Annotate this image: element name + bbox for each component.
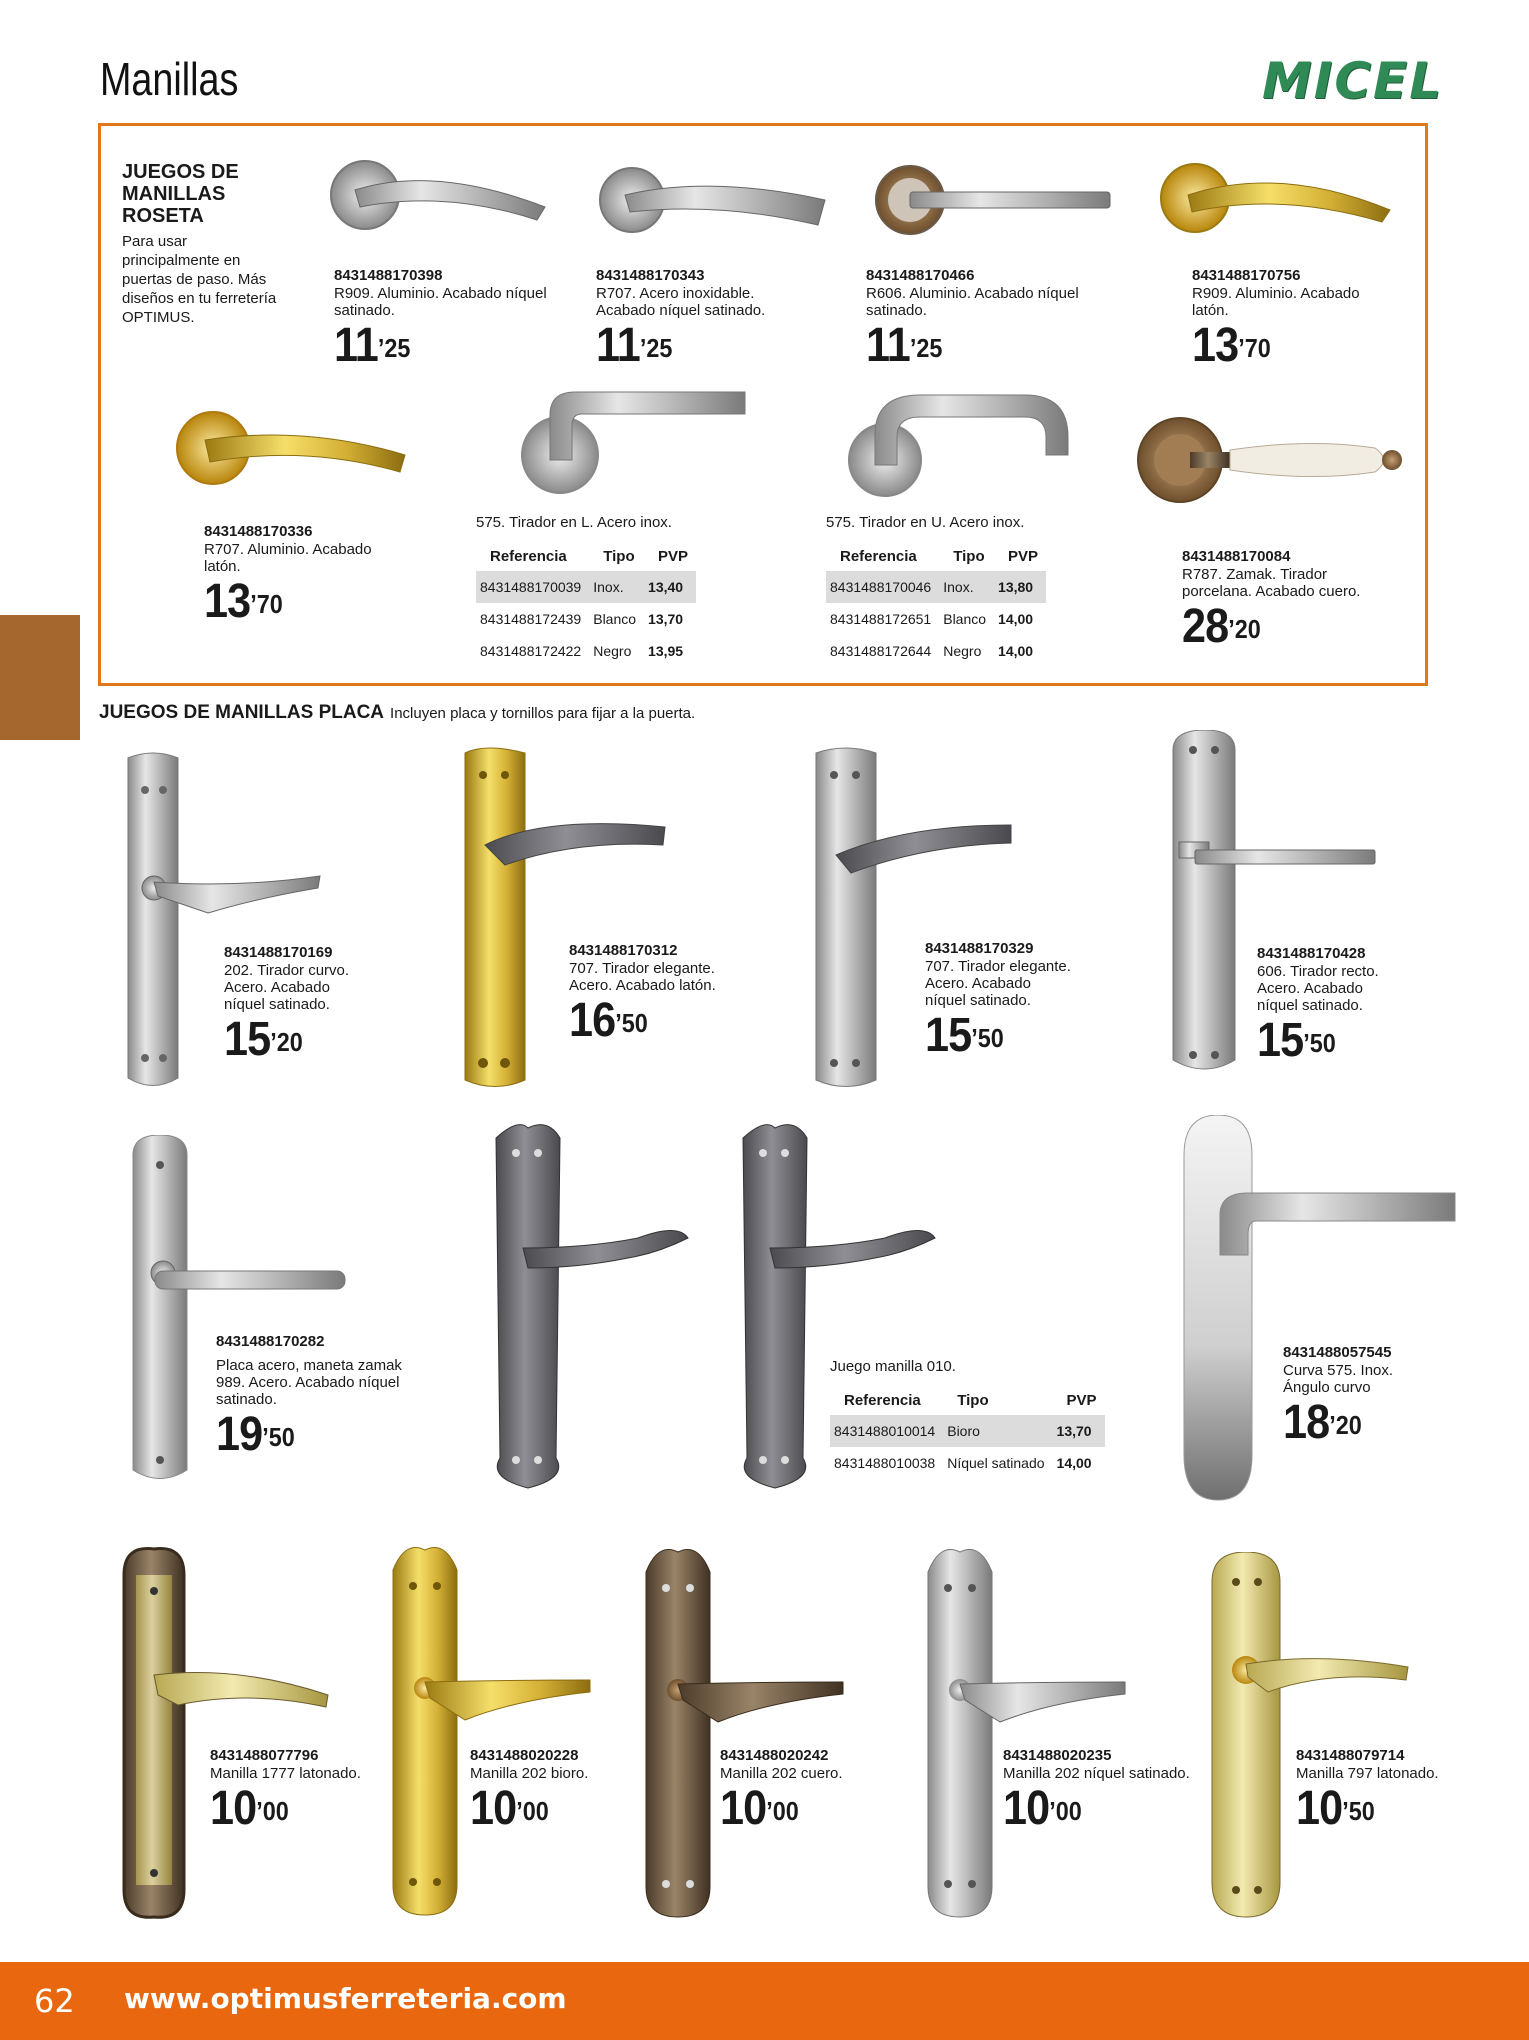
product-ref: 8431488170312 <box>569 942 678 959</box>
product <box>204 523 394 627</box>
product-ref: 8431488020242 <box>720 1747 829 1764</box>
product-ref: 8431488170336 <box>204 523 313 540</box>
section-tab <box>0 615 80 740</box>
product-price: $19^{’50}$ <box>216 1408 295 1461</box>
product <box>1296 1747 1476 1834</box>
column-header: Referencia <box>490 548 567 565</box>
column-header: Tipo <box>953 548 985 565</box>
product-price: $16^{’50}$ <box>569 994 648 1047</box>
plate-handle-image <box>920 1542 1135 1922</box>
column-header: Tipo <box>957 1392 989 1409</box>
product-price: $11^{’25}$ <box>334 319 411 372</box>
product-ref: 8431488170084 <box>1182 548 1291 565</box>
cell-ref: 8431488010014 <box>830 1415 943 1447</box>
product-price: $10^{’00}$ <box>720 1782 799 1835</box>
page-title: Manillas <box>100 53 239 105</box>
product <box>1257 945 1407 1066</box>
plate-handle-image <box>488 1118 698 1498</box>
product <box>569 942 719 1046</box>
product-price: $15^{’50}$ <box>1257 1014 1336 1067</box>
cell-type: Negro <box>593 643 632 659</box>
product-ref: 8431488170169 <box>224 944 333 961</box>
cell-price: 13,70 <box>1053 1415 1105 1447</box>
product-desc: Manilla 1777 latonado. <box>210 1765 361 1782</box>
product-ref: 8431488170282 <box>216 1333 325 1350</box>
handle-image <box>865 150 1115 250</box>
product-ref: 8431488057545 <box>1283 1344 1392 1361</box>
column-header: PVP <box>1008 548 1039 565</box>
plate-handle-image <box>638 1542 853 1922</box>
product-price: $10^{’50}$ <box>1296 1782 1375 1835</box>
product <box>1182 548 1382 652</box>
product-price: $28^{’20}$ <box>1182 600 1261 653</box>
plate-handle-image <box>1208 1552 1413 1922</box>
product <box>334 267 554 371</box>
product-desc: 707. Tirador elegante. Acero. Acabado latón. <box>569 960 716 994</box>
product-price: $10^{’00}$ <box>470 1782 549 1835</box>
product <box>596 267 816 371</box>
table-caption: Juego manilla 010. <box>830 1358 956 1375</box>
cell-type: Inox. <box>589 571 644 603</box>
placa-heading: JUEGOS DE MANILLAS PLACA Incluyen placa y tornillos para fijar a la puerta. <box>99 702 696 723</box>
cell-ref: 8431488172422 <box>480 643 582 659</box>
product <box>720 1747 880 1834</box>
product-desc: Manilla 202 níquel satinado. <box>1003 1765 1190 1782</box>
table-row <box>826 571 1046 603</box>
product-desc: R707. Aluminio. Acabado latón. <box>204 541 372 575</box>
placa-subheading: Incluyen placa y tornillos para fijar a la puerta. <box>390 705 696 722</box>
price-table <box>830 1388 1105 1479</box>
page-number: 62 <box>34 1982 75 2020</box>
product-ref: 8431488170756 <box>1192 267 1301 284</box>
handle-image <box>315 145 560 245</box>
product-price: $15^{’50}$ <box>925 1009 1004 1062</box>
plate-handle-image <box>385 1540 600 1920</box>
column-header: Referencia <box>840 548 917 565</box>
table-row <box>476 571 696 603</box>
cell-ref: 8431488170039 <box>476 571 589 603</box>
cell-ref: 8431488172644 <box>830 643 932 659</box>
table-row <box>476 603 696 635</box>
cell-price: 13,40 <box>644 571 696 603</box>
table-row <box>826 635 1046 667</box>
product <box>224 944 374 1065</box>
product <box>866 267 1086 371</box>
cell-ref: 8431488172439 <box>480 611 582 627</box>
plate-handle-image <box>118 1545 333 1925</box>
handle-image <box>165 400 415 500</box>
column-header: Referencia <box>844 1392 921 1409</box>
product <box>1283 1344 1423 1448</box>
column-header: PVP <box>658 548 689 565</box>
table-caption: 575. Tirador en U. Acero inox. <box>826 514 1025 531</box>
website-link[interactable]: www.optimusferreteria.com <box>124 1982 567 2015</box>
product-desc: R909. Aluminio. Acabado níquel satinado. <box>334 285 547 319</box>
table-row <box>476 635 696 667</box>
product-desc: R707. Acero inoxidable. Acabado níquel satinado. <box>596 285 766 319</box>
product-ref: 8431488170343 <box>596 267 705 284</box>
table-row <box>826 603 1046 635</box>
handle-image <box>590 150 830 250</box>
cell-price: 13,80 <box>994 571 1046 603</box>
product-ref: 8431488170329 <box>925 940 1034 957</box>
cell-ref: 8431488010038 <box>834 1455 936 1471</box>
cell-ref: 8431488172651 <box>830 611 932 627</box>
product <box>470 1747 630 1834</box>
product-price: $13^{’70}$ <box>204 575 283 628</box>
table-caption: 575. Tirador en L. Acero inox. <box>476 514 672 531</box>
tirador-l-image <box>510 380 755 500</box>
product <box>925 940 1075 1061</box>
cell-type: Blanco <box>943 611 987 627</box>
product-desc: R787. Zamak. Tirador porcelana. Acabado cuero. <box>1182 566 1361 600</box>
product-ref: 8431488079714 <box>1296 1747 1405 1764</box>
product-desc: Curva 575. Inox. Ángulo curvo <box>1283 1362 1394 1396</box>
product-desc: Manilla 202 bioro. <box>470 1765 589 1782</box>
product-price: $10^{’00}$ <box>1003 1782 1082 1835</box>
product-desc: Manilla 797 latonado. <box>1296 1765 1439 1782</box>
cell-type: Inox. <box>939 571 994 603</box>
product-price: $15^{’20}$ <box>224 1013 303 1066</box>
table-row <box>830 1447 1105 1479</box>
product-desc: 606. Tirador recto. Acero. Acabado níquel satinado. <box>1257 963 1379 1014</box>
roseta-heading: JUEGOS DE MANILLAS ROSETA <box>122 161 239 227</box>
price-table <box>476 544 696 667</box>
product-ref: 8431488077796 <box>210 1747 319 1764</box>
cell-price: 13,70 <box>648 611 684 627</box>
cell-price: 14,00 <box>998 643 1034 659</box>
brand-logo: MICEL <box>1262 52 1444 110</box>
cell-type: Bioro <box>943 1415 1052 1447</box>
product-desc: 202. Tirador curvo. Acero. Acabado níquel satinado. <box>224 962 350 1013</box>
product <box>1003 1747 1203 1834</box>
product-ref: 8431488170398 <box>334 267 443 284</box>
plate-handle-image <box>455 745 675 1100</box>
cell-price: 14,00 <box>1056 1455 1092 1471</box>
cell-type: Negro <box>943 643 982 659</box>
table-row <box>830 1415 1105 1447</box>
cell-price: 14,00 <box>998 611 1034 627</box>
column-header: PVP <box>1066 1392 1097 1409</box>
product-price: $18^{’20}$ <box>1283 1396 1362 1449</box>
roseta-description: Para usar principalmente en puertas de paso. Más diseños en tu ferretería OPTIMUS. <box>122 233 277 326</box>
product-desc: 707. Tirador elegante. Acero. Acabado níquel satinado. <box>925 958 1071 1009</box>
product-price: $13^{’70}$ <box>1192 319 1271 372</box>
product-price: $11^{’25}$ <box>596 319 673 372</box>
product-desc: R909. Aluminio. Acabado latón. <box>1192 285 1360 319</box>
product <box>1192 267 1372 371</box>
product-price: $10^{’00}$ <box>210 1782 289 1835</box>
column-header: Tipo <box>603 548 635 565</box>
product-desc: R606. Aluminio. Acabado níquel satinado. <box>866 285 1079 319</box>
product-desc: Manilla 202 cuero. <box>720 1765 843 1782</box>
product-ref: 8431488170466 <box>866 267 975 284</box>
porcelain-handle-image <box>1130 410 1410 510</box>
product <box>216 1333 416 1460</box>
product-desc: Placa acero, maneta zamak 989. Acero. Acabado níquel satinado. <box>216 1357 402 1408</box>
price-table <box>826 544 1046 667</box>
product-ref: 8431488020235 <box>1003 1747 1112 1764</box>
product-ref: 8431488170428 <box>1257 945 1366 962</box>
product-ref: 8431488020228 <box>470 1747 579 1764</box>
cell-price: 13,95 <box>648 643 684 659</box>
product-price: $11^{’25}$ <box>866 319 943 372</box>
product <box>210 1747 370 1834</box>
handle-image <box>1150 150 1395 250</box>
tirador-u-image <box>840 385 1080 505</box>
cell-type: Níquel satinado <box>947 1455 1045 1471</box>
cell-type: Blanco <box>593 611 637 627</box>
cell-ref: 8431488170046 <box>826 571 939 603</box>
